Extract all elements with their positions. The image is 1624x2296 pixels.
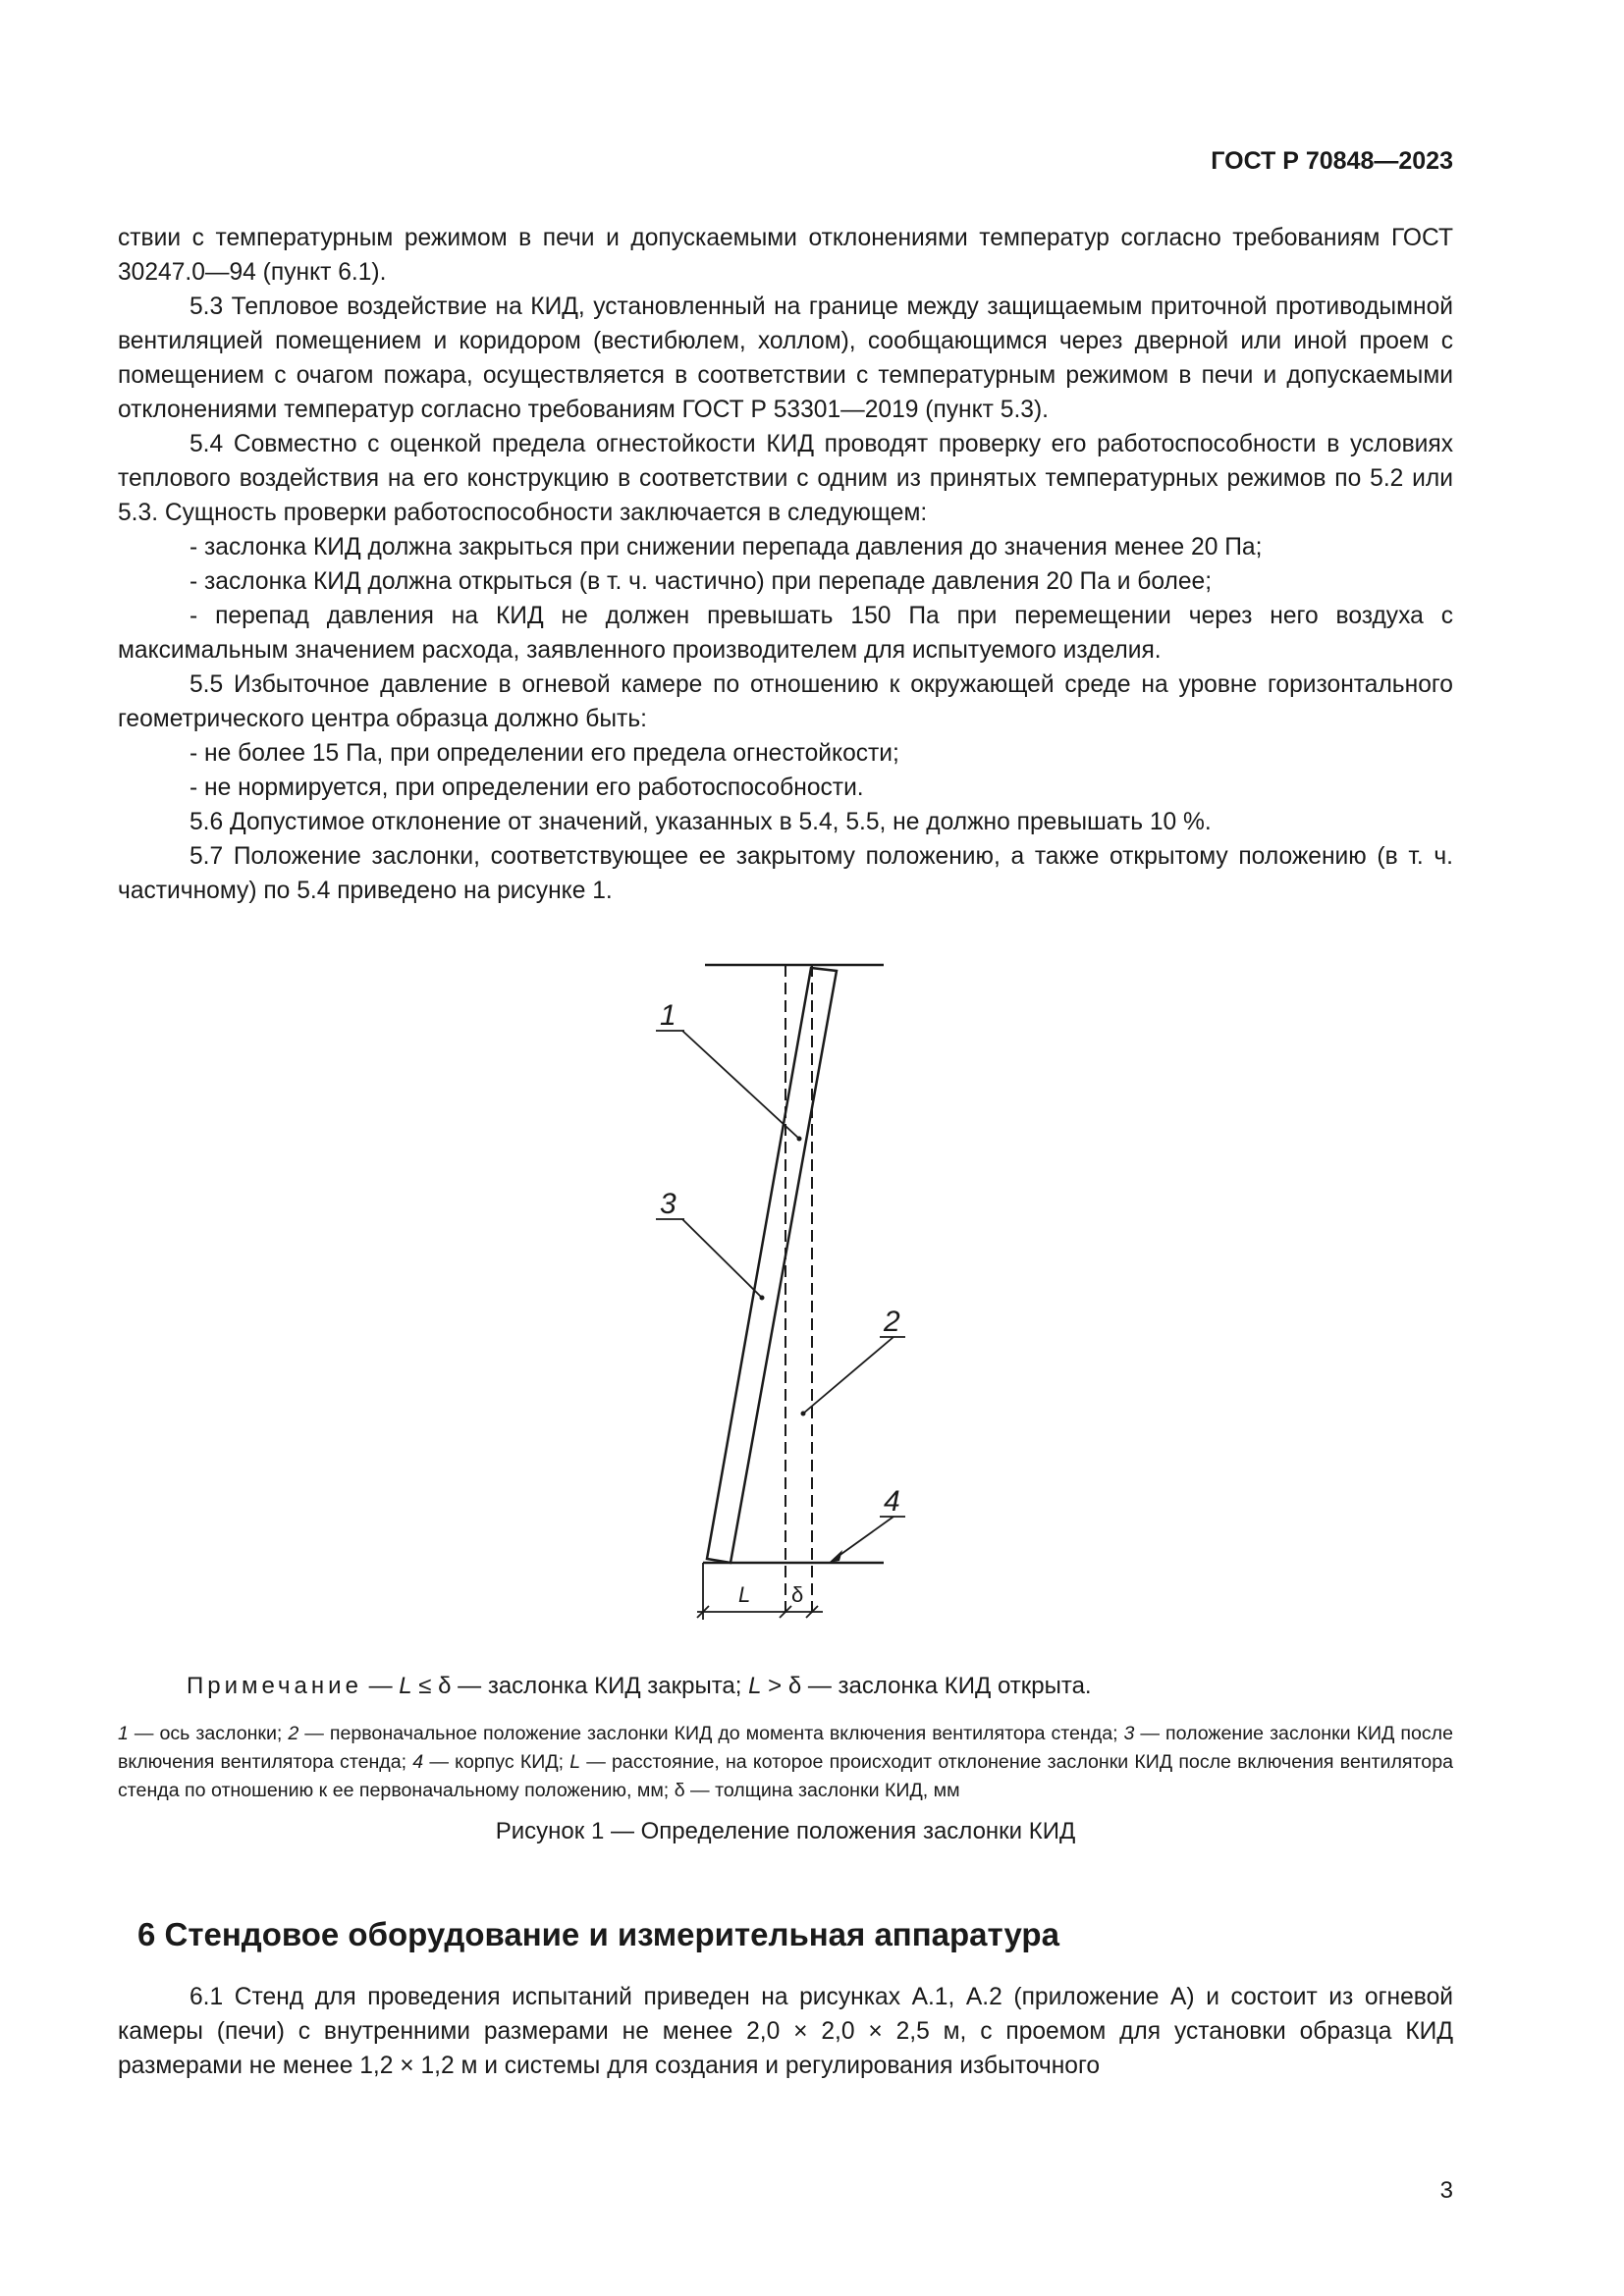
legend-key: 3 bbox=[1123, 1723, 1135, 1744]
paragraph: ствии с температурным режимом в печи и допускаемыми отклонениями температур согласно требованиям ГОСТ 30247.0—94 (пункт 6.1). bbox=[118, 225, 1453, 286]
legend-key: 1 bbox=[118, 1723, 129, 1744]
leader-dot-1 bbox=[797, 1137, 802, 1142]
leader-line-3 bbox=[682, 1219, 762, 1298]
legend-text: — расстояние, на которое происходит отклонение заслонки КИД после включения вентилятора стенда по отношению к ее первоначальному положению, мм; δ — толщина заслонки КИД, мм bbox=[118, 1751, 1453, 1801]
damper-position-figure bbox=[589, 947, 1060, 1625]
leader-line-2 bbox=[803, 1337, 893, 1414]
legend-text: — ось заслонки; bbox=[128, 1723, 289, 1744]
leader-line-4 bbox=[835, 1517, 893, 1559]
paragraph: 5.5 Избыточное давление в огневой камере по отношению к окружающей среде на уровне горизонтального геометрического центра образца должно быть: bbox=[118, 671, 1453, 732]
body-text bbox=[118, 221, 1453, 908]
list-item: - заслонка КИД должна открыться (в т. ч. частично) при перепаде давления 20 Па и более; bbox=[189, 568, 1213, 595]
dimension-label-delta: δ bbox=[791, 1582, 804, 1607]
figure-legend bbox=[118, 1720, 1453, 1805]
note-open-condition: > δ — заслонка КИД открыта. bbox=[761, 1673, 1092, 1699]
list-item: - не более 15 Па, при определении его предела огнестойкости; bbox=[189, 740, 899, 767]
paragraph: 5.6 Допустимое отклонение от значений, указанных в 5.4, 5.5, не должно превышать 10 %. bbox=[189, 809, 1212, 835]
paragraph: 5.7 Положение заслонки, соответствующее ее закрытому положению, а также открытому положению (в т. ч. частичному) по 5.4 приведено на рисунке 1. bbox=[118, 843, 1453, 904]
leader-line-1 bbox=[682, 1031, 799, 1139]
figure-label-2: 2 bbox=[884, 1306, 900, 1338]
note-closed-condition: ≤ δ — заслонка КИД закрыта; bbox=[411, 1673, 749, 1699]
figure-label-1: 1 bbox=[660, 999, 677, 1032]
page-number: 3 bbox=[1439, 2177, 1453, 2204]
legend-text: — первоначальное положение заслонки КИД до момента включения вентилятора стенда; bbox=[298, 1723, 1124, 1744]
paragraph: 5.3 Тепловое воздействие на КИД, установленный на границе между защищаемым приточной противодымной вентиляцией помещением и коридором (вестибюлем, холлом), сообщающимся через дверной или иной проем с помещением с очагом пожара, осуществляется в соответствии с температурным режимом в печи и допускаемыми отклонениями температур согласно требованиям ГОСТ Р 53301—2019 (пункт 5.3). bbox=[118, 294, 1453, 423]
section-text bbox=[118, 1980, 1453, 2083]
leader-dot-2 bbox=[801, 1412, 806, 1416]
damper-tilted bbox=[707, 968, 837, 1563]
leader-arrow-4 bbox=[829, 1550, 842, 1563]
document-header: ГОСТ Р 70848—2023 bbox=[1211, 147, 1453, 175]
paragraph: 5.4 Совместно с оценкой предела огнестойкости КИД проводят проверку его работоспособности в условиях теплового воздействия на его конструкцию в соответствии с одним из принятых температурных режимов по 5.2 или 5.3. Сущность проверки работоспособности заключается в следующем: bbox=[118, 431, 1453, 526]
section-title: 6 Стендовое оборудование и измерительная аппаратура bbox=[137, 1916, 1059, 1952]
figure-label-3: 3 bbox=[660, 1188, 677, 1220]
legend-key: 4 bbox=[412, 1751, 424, 1773]
note-dash: — bbox=[361, 1673, 400, 1699]
legend-text: — положение заслонки КИД после включения вентилятора стенда; bbox=[118, 1723, 1454, 1773]
list-item: - перепад давления на КИД не должен превышать 150 Па при перемещении через него воздуха с максимальным значением расхода, заявленного производителем для испытуемого изделия. bbox=[118, 603, 1453, 664]
list-item: - заслонка КИД должна закрыться при снижении перепада давления до значения менее 20 Па; bbox=[189, 534, 1263, 561]
legend-key: 2 bbox=[288, 1723, 299, 1744]
list-item: - не нормируется, при определении его работоспособности. bbox=[189, 774, 864, 801]
legend-text: — корпус КИД; bbox=[423, 1751, 570, 1773]
note-label: Примечание bbox=[187, 1673, 362, 1699]
leader-dot-3 bbox=[760, 1296, 765, 1301]
note-var-L: L bbox=[399, 1673, 412, 1699]
dimension-label-L: L bbox=[738, 1582, 751, 1607]
figure-caption: Рисунок 1 — Определение положения заслонки КИД bbox=[495, 1818, 1076, 1844]
figure-note bbox=[187, 1673, 1092, 1700]
figure-label-4: 4 bbox=[884, 1485, 900, 1518]
note-var-L: L bbox=[748, 1673, 762, 1699]
paragraph: 6.1 Стенд для проведения испытаний приведен на рисунках А.1, А.2 (приложение А) и состоит из огневой камеры (печи) с внутренними размерами не менее 2,0 × 2,0 × 2,5 м, с проемом для установки образца КИД размерами не менее 1,2 × 1,2 м и системы для создания и регулирования избыточного bbox=[118, 1984, 1453, 2079]
legend-key: L bbox=[569, 1751, 581, 1773]
